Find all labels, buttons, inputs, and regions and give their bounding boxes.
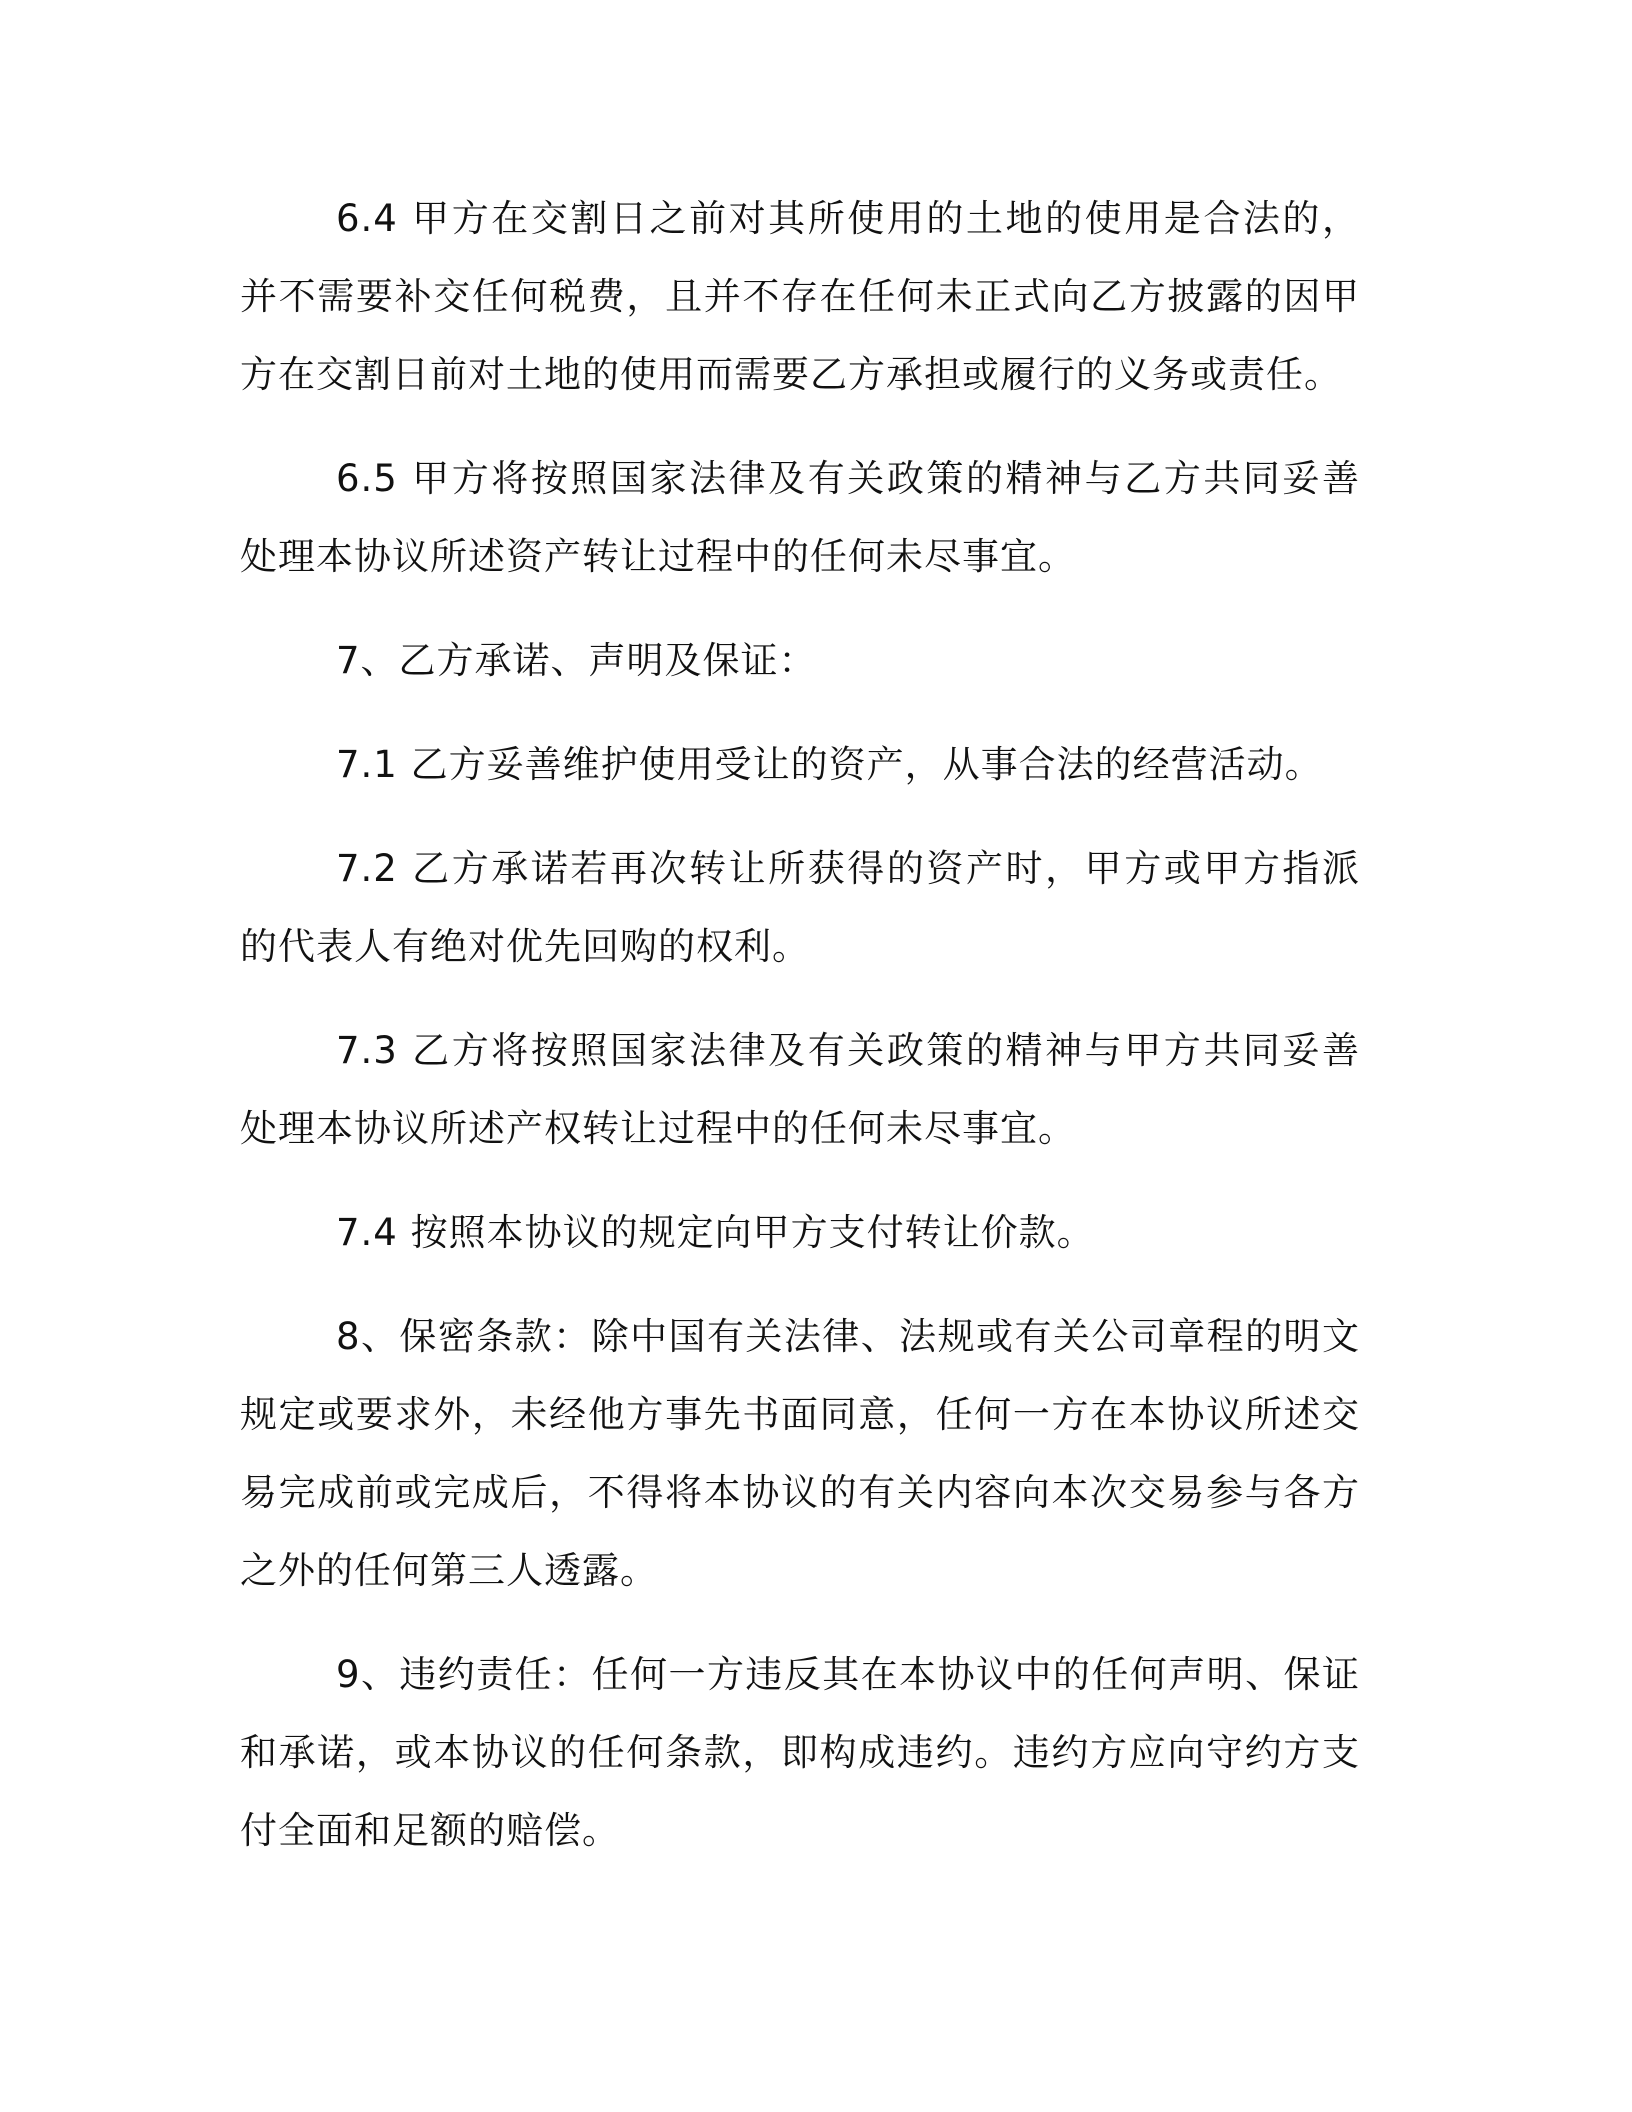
- section-8-confidentiality: 8、保密条款：除中国有关法律、法规或有关公司章程的明文规定或要求外，未经他方事先书面同意，任何一方在本协议所述交易完成前或完成后，不得将本协议的有关内容向本次交易参与各方之外的任何第三人透露。: [240, 1315, 1360, 1592]
- document-page: [240, 180, 1360, 1896]
- section-9-liability: 9、违约责任：任何一方违反其在本协议中的任何声明、保证和承诺，或本协议的任何条款，即构成违约。违约方应向守约方支付全面和足额的赔偿。: [240, 1653, 1360, 1852]
- clause-6-5: 6.5 甲方将按照国家法律及有关政策的精神与乙方共同妥善处理本协议所述资产转让过程中的任何未尽事宜。: [240, 457, 1360, 578]
- clause-7-2: 7.2 乙方承诺若再次转让所获得的资产时，甲方或甲方指派的代表人有绝对优先回购的权利。: [240, 847, 1360, 968]
- clause-7-4: 7.4 按照本协议的规定向甲方支付转让价款。: [336, 1211, 1095, 1254]
- clause-7-3: 7.3 乙方将按照国家法律及有关政策的精神与甲方共同妥善处理本协议所述产权转让过程中的任何未尽事宜。: [240, 1029, 1360, 1150]
- clause-6-4: 6.4 甲方在交割日之前对其所使用的土地的使用是合法的，并不需要补交任何税费，且并不存在任何未正式向乙方披露的因甲方在交割日前对土地的使用而需要乙方承担或履行的义务或责任。: [240, 197, 1360, 396]
- clause-7-1: 7.1 乙方妥善维护使用受让的资产，从事合法的经营活动。: [336, 743, 1323, 786]
- section-7-heading: 7、乙方承诺、声明及保证：: [336, 639, 817, 682]
